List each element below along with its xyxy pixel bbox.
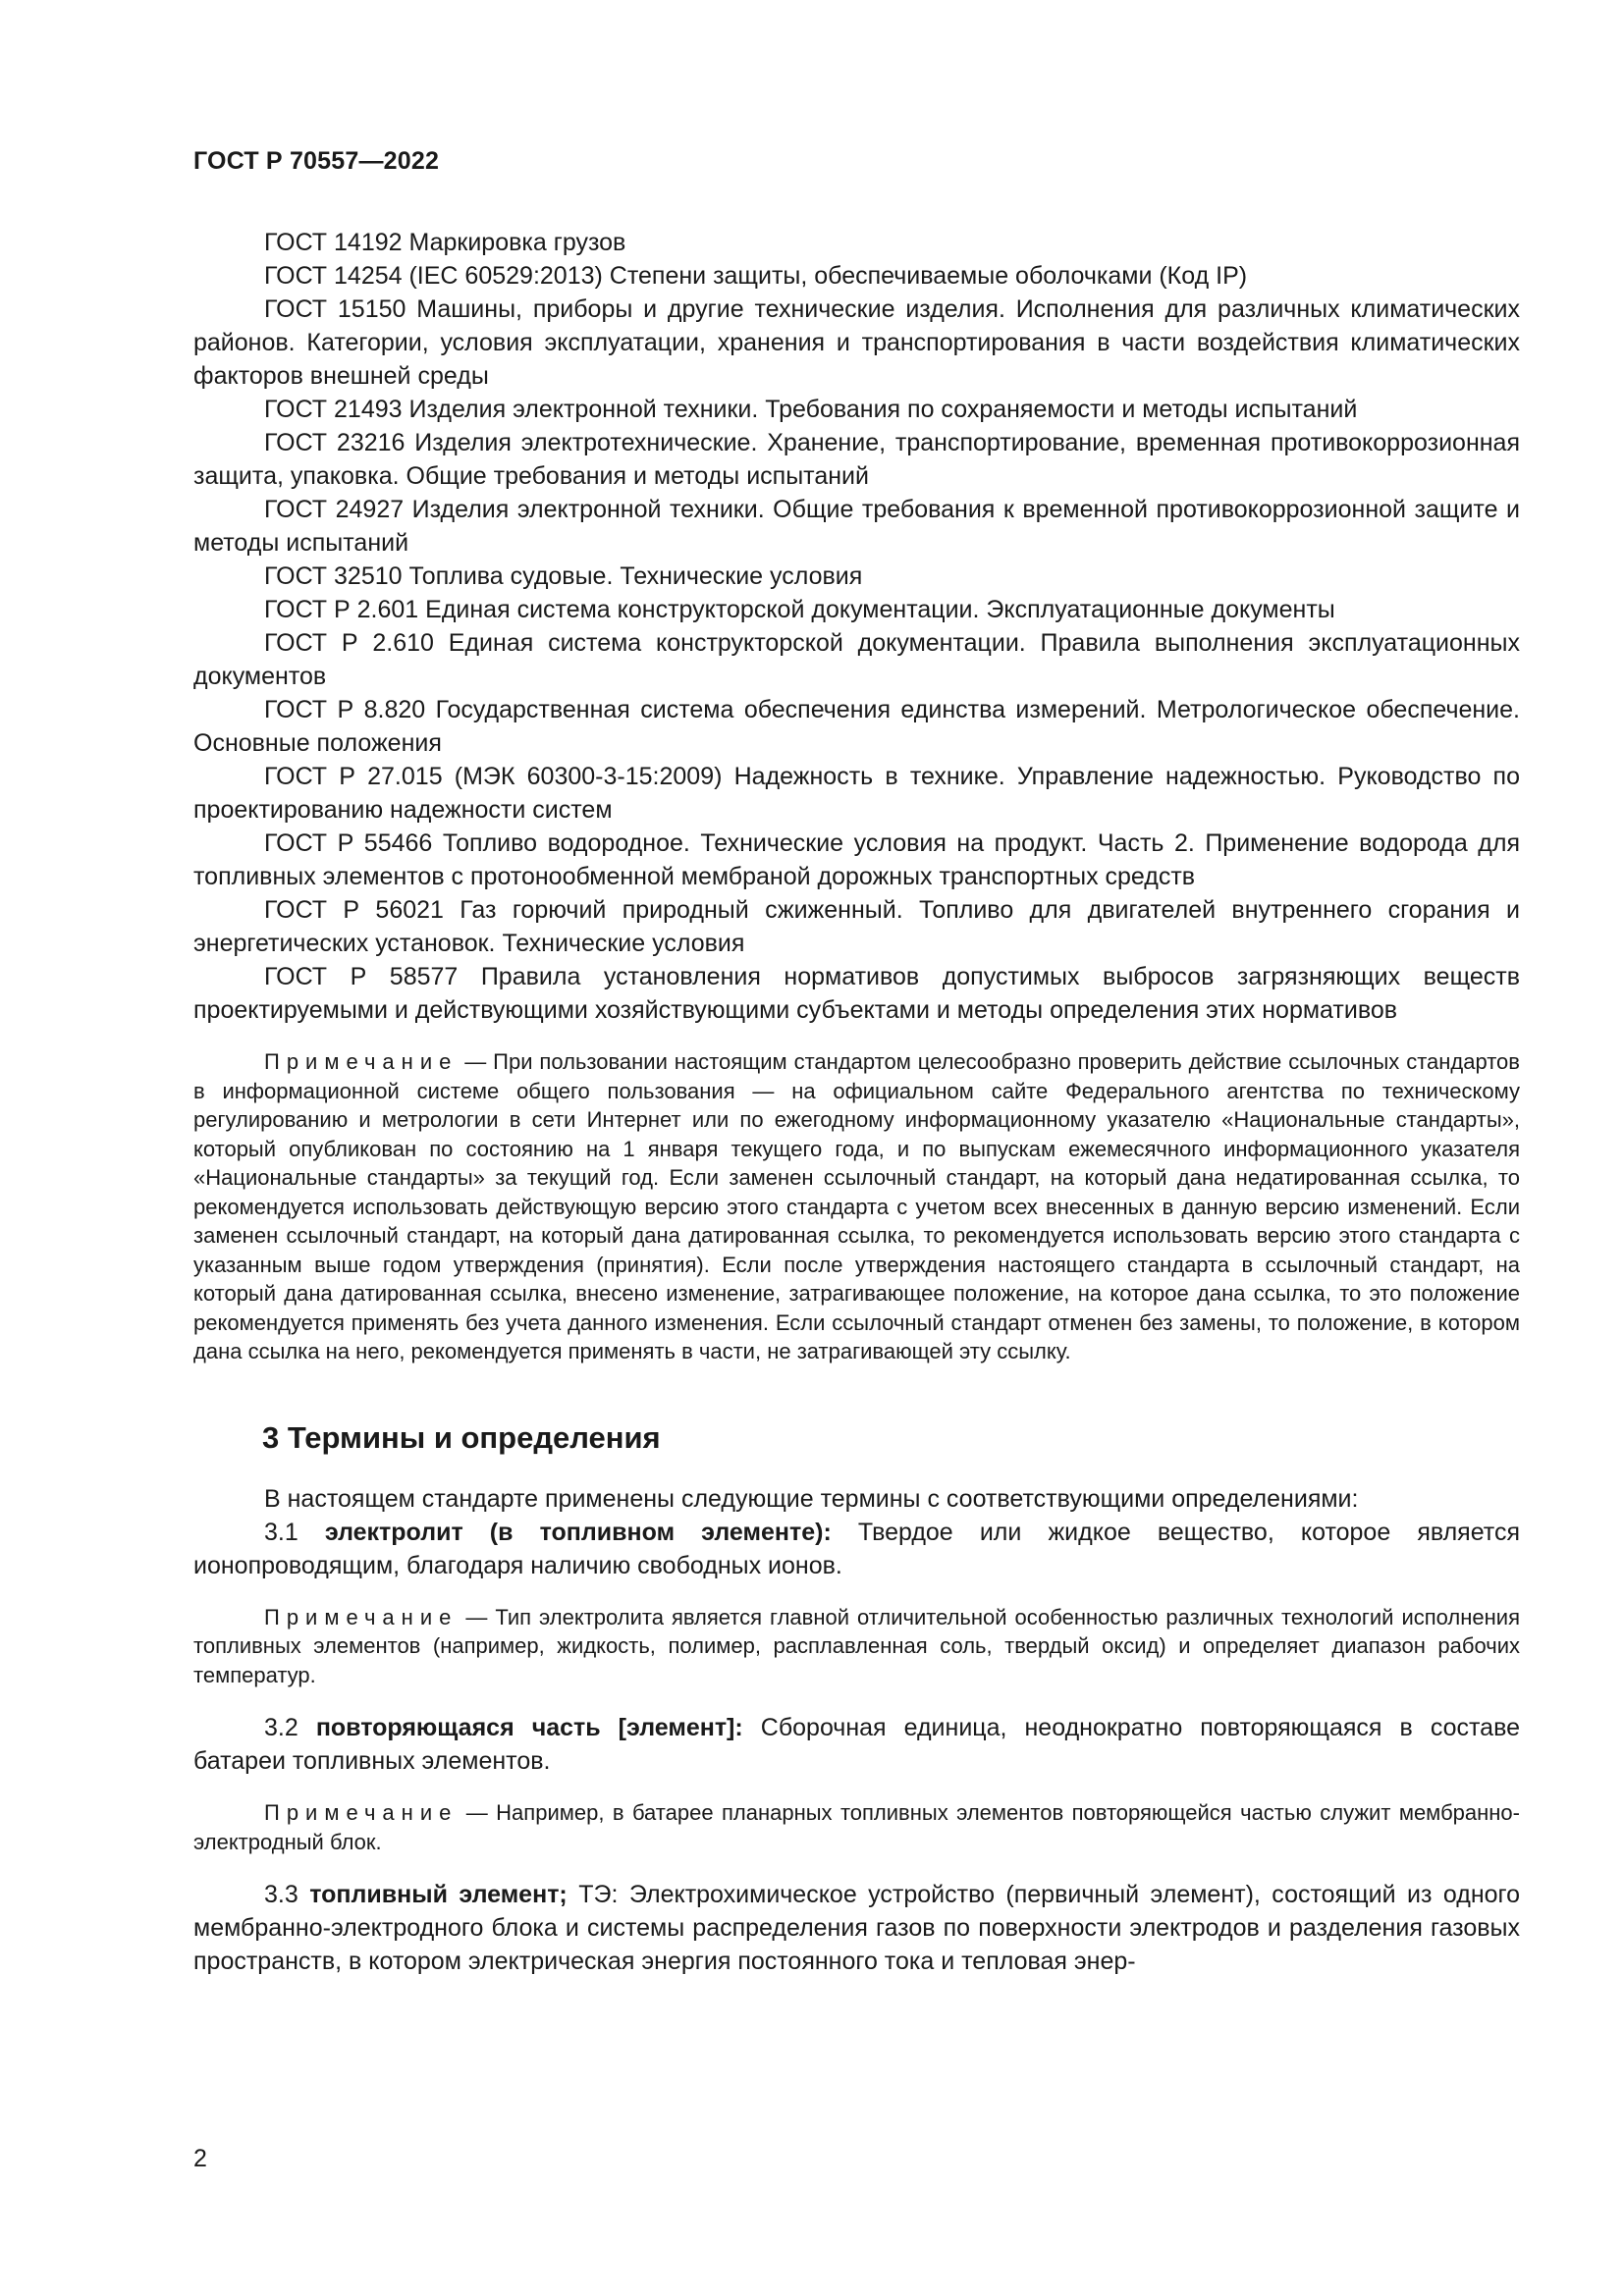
note-text: — Например, в батарее планарных топливных элементов повторяющейся частью служит мембранно-электродный блок. <box>193 1800 1520 1854</box>
term-number: 3.1 <box>264 1518 298 1546</box>
normative-references-list <box>193 226 1520 1027</box>
reference-item: ГОСТ Р 8.820 Государственная система обеспечения единства измерений. Метрологическое обеспечение. Основные положения <box>193 696 1520 757</box>
reference-item: ГОСТ 21493 Изделия электронной техники. Требования по сохраняемости и методы испытаний <box>264 396 1358 423</box>
term-definition: Сборочная единица, неоднократно повторяющаяся в составе батареи топливных элементов. <box>193 1714 1520 1775</box>
note-text: — Тип электролита является главной отличительной особенностью различных технологий исполнения топливных элементов (например, жидкость, полимер, расплавленная соль, твердый оксид) и определяет диапазон рабочих температур. <box>193 1604 1520 1687</box>
term-3-2-note <box>193 1798 1520 1856</box>
reference-item: ГОСТ 15150 Машины, приборы и другие технические изделия. Исполнения для различных климатических районов. Категории, условия эксплуатации, хранения и транспортирования в части воздействия климатических факторов внешней среды <box>193 295 1520 390</box>
reference-item: ГОСТ 14254 (IEC 60529:2013) Степени защиты, обеспечиваемые оболочками (Код IP) <box>264 262 1248 290</box>
term-number: 3.3 <box>264 1881 298 1908</box>
document-header: ГОСТ Р 70557—2022 <box>193 147 440 175</box>
reference-item: ГОСТ Р 2.610 Единая система конструкторской документации. Правила выполнения эксплуатационных документов <box>193 629 1520 690</box>
term-name: топливный элемент; <box>309 1881 568 1908</box>
reference-item: ГОСТ Р 2.601 Единая система конструкторской документации. Эксплуатационные документы <box>264 596 1335 623</box>
reference-item: ГОСТ 32510 Топлива судовые. Технические условия <box>264 562 863 590</box>
reference-item: ГОСТ 24927 Изделия электронной техники. Общие требования к временной противокоррозионной защите и методы испытаний <box>193 496 1520 557</box>
note-label: Примечание <box>264 1049 459 1074</box>
page-content <box>193 226 1520 1978</box>
reference-item: ГОСТ Р 58577 Правила установления нормативов допустимых выбросов загрязняющих веществ проектируемыми и действующими хозяйствующими субъектами и методы определения этих нормативов <box>193 963 1520 1024</box>
term-3-2 <box>193 1711 1520 1778</box>
reference-item: ГОСТ Р 55466 Топливо водородное. Технические условия на продукт. Часть 2. Применение водорода для топливных элементов с протонообменной мембраной дорожных транспортных средств <box>193 829 1520 890</box>
term-3-1 <box>193 1516 1520 1582</box>
reference-item: ГОСТ Р 56021 Газ горючий природный сжиженный. Топливо для двигателей внутреннего сгорания и энергетических установок. Технические условия <box>193 896 1520 957</box>
term-definition: ТЭ: Электрохимическое устройство (первичный элемент), состоящий из одного мембранно-электродного блока и системы распределения газов по поверхности электродов и разделения газовых пространств, в котором электрическая энергия постоянного тока и тепловая энер- <box>193 1881 1521 1975</box>
page-number: 2 <box>193 2145 207 2172</box>
note-label: Примечание <box>264 1604 459 1629</box>
term-name: электролит (в топливном элементе): <box>324 1518 832 1546</box>
references-note <box>193 1047 1520 1366</box>
note-text: — При пользовании настоящим стандартом целесообразно проверить действие ссылочных стандартов в информационной системе общего пользования — на официальном сайте Федерального агентства по техническому регулированию и метрологии в сети Интернет или по ежегодному информационному указателю «Национальные стандарты», который опубликован по состоянию на 1 января текущего года, и по выпускам ежемесячного информационного указателя «Национальные стандарты» за текущий год. Если заменен ссылочный стандарт, на который дана недатированная ссылка, то рекомендуется использовать действующую версию этого стандарта с учетом всех внесенных в данную версию изменений. Если заменен ссылочный стандарт, на который дана датированная ссылка, то рекомендуется использовать версию этого стандарта с указанным выше годом утверждения (принятия). Если после утверждения настоящего стандарта в ссылочный стандарт, на который дана датированная ссылка, внесено изменение, затрагивающее положение, на которое дана ссылка, то это положение рекомендуется применять без учета данного изменения. Если ссылочный стандарт отменен без замены, то положение, в котором дана ссылка на него, рекомендуется применять в части, не затрагивающей эту ссылку. <box>193 1049 1520 1363</box>
term-definition: Твердое или жидкое вещество, которое является ионопроводящим, благодаря наличию свободных ионов. <box>193 1518 1520 1579</box>
section-intro: В настоящем стандарте применены следующие термины с соответствующими определениями: <box>264 1484 1359 1513</box>
reference-item: ГОСТ 14192 Маркировка грузов <box>264 229 626 256</box>
term-3-1-note <box>193 1603 1520 1690</box>
term-number: 3.2 <box>264 1714 298 1741</box>
reference-item: ГОСТ 23216 Изделия электротехнические. Хранение, транспортирование, временная противокоррозионная защита, упаковка. Общие требования и методы испытаний <box>193 429 1520 490</box>
term-3-3 <box>193 1878 1520 1978</box>
term-name: повторяющаяся часть [элемент]: <box>315 1714 743 1741</box>
reference-item: ГОСТ Р 27.015 (МЭК 60300-3-15:2009) Надежность в технике. Управление надежностью. Руководство по проектированию надежности систем <box>193 763 1520 824</box>
section-title: 3 Термины и определения <box>262 1419 661 1455</box>
note-label: Примечание <box>264 1800 459 1825</box>
